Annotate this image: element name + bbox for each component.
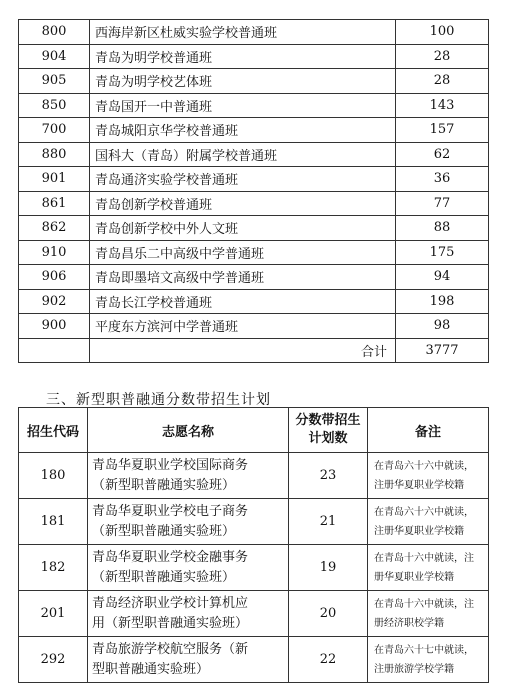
- quota-count: 94: [396, 265, 489, 290]
- school-name: 青岛创新学校中外人文班: [90, 216, 396, 241]
- table-row: [19, 44, 489, 69]
- school-quota-table: [18, 19, 489, 363]
- header-plan-line1: 分数带招生: [295, 413, 361, 428]
- school-name: 青岛创新学校普通班: [90, 191, 396, 216]
- program-name-line2: （新型职普融通实验班）: [92, 569, 236, 585]
- table-row: [19, 118, 489, 143]
- table-row: [19, 499, 489, 545]
- school-name: 青岛国开一中普通班: [90, 93, 396, 118]
- quota-count: 28: [396, 44, 489, 69]
- school-code: 904: [19, 44, 90, 69]
- header-note: 备注: [368, 408, 489, 453]
- section-title: 三、新型职普融通分数带招生计划: [46, 392, 271, 408]
- school-code: 850: [19, 93, 90, 118]
- school-code: 902: [19, 289, 90, 314]
- school-code: 800: [19, 20, 90, 45]
- program-name-line2: 型职普融通实验班）: [92, 661, 210, 677]
- total-blank-cell: [19, 338, 90, 363]
- table-row: [19, 637, 489, 683]
- remark-line1: 在青岛十六中就读，注: [374, 552, 474, 564]
- quota-count: 28: [396, 69, 489, 94]
- score-band-plan-table: [18, 407, 489, 683]
- remark-line1: 在青岛六十六中就读，: [374, 460, 474, 472]
- school-name: 国科大（青岛）附属学校普通班: [90, 142, 396, 167]
- quota-count: 36: [396, 167, 489, 192]
- remark: [368, 453, 489, 499]
- plan-count: 22: [289, 637, 368, 683]
- header-code: 招生代码: [19, 408, 88, 453]
- school-name: 西海岸新区杜威实验学校普通班: [90, 20, 396, 45]
- plan-count: 21: [289, 499, 368, 545]
- quota-count: 157: [396, 118, 489, 143]
- program-name-line1: 青岛经济职业学校计算机应: [92, 595, 249, 611]
- program-name: [88, 499, 289, 545]
- program-name-line1: 青岛华夏职业学校金融事务: [92, 549, 249, 565]
- table-row: [19, 265, 489, 290]
- table-row: [19, 545, 489, 591]
- remark-line2: 册经济职校学籍: [374, 617, 444, 629]
- school-name: 青岛昌乐二中高级中学普通班: [90, 240, 396, 265]
- program-name-line1: 青岛旅游学校航空服务（新: [92, 641, 249, 657]
- total-row: [19, 338, 489, 363]
- table-row: [19, 216, 489, 241]
- total-value: 3777: [396, 338, 489, 363]
- header-plan-line2: 计划数: [308, 431, 348, 446]
- school-code: 861: [19, 191, 90, 216]
- school-name: 青岛城阳京华学校普通班: [90, 118, 396, 143]
- header-row: [19, 408, 489, 453]
- remark-line2: 注册华夏职业学校籍: [374, 525, 464, 537]
- quota-count: 100: [396, 20, 489, 45]
- quota-count: 175: [396, 240, 489, 265]
- program-name: [88, 453, 289, 499]
- remark: [368, 637, 489, 683]
- plan-count: 19: [289, 545, 368, 591]
- program-name: [88, 545, 289, 591]
- header-name: 志愿名称: [88, 408, 289, 453]
- remark-line1: 在青岛十六中就读，注: [374, 598, 474, 610]
- school-name: 青岛为明学校艺体班: [90, 69, 396, 94]
- school-code: 910: [19, 240, 90, 265]
- school-code: 901: [19, 167, 90, 192]
- remark-line1: 在青岛六十七中就读，: [374, 644, 474, 656]
- program-code: 180: [19, 453, 88, 499]
- program-code: 292: [19, 637, 88, 683]
- quota-count: 88: [396, 216, 489, 241]
- table-row: [19, 20, 489, 45]
- quota-count: 198: [396, 289, 489, 314]
- school-code: 880: [19, 142, 90, 167]
- table-row: [19, 69, 489, 94]
- score-band-plan-table-body: [19, 453, 489, 683]
- school-code: 905: [19, 69, 90, 94]
- school-name: 平度东方滨河中学普通班: [90, 314, 396, 339]
- program-code: 182: [19, 545, 88, 591]
- school-code: 906: [19, 265, 90, 290]
- table-row: [19, 453, 489, 499]
- plan-count: 23: [289, 453, 368, 499]
- program-name-line2: （新型职普融通实验班）: [92, 477, 236, 493]
- table-row: [19, 142, 489, 167]
- remark: [368, 545, 489, 591]
- total-label: 合计: [90, 338, 396, 363]
- program-name-line2: （新型职普融通实验班）: [92, 523, 236, 539]
- plan-count: 20: [289, 591, 368, 637]
- quota-count: 98: [396, 314, 489, 339]
- program-name-line1: 青岛华夏职业学校电子商务: [92, 503, 249, 519]
- school-code: 700: [19, 118, 90, 143]
- table-row: [19, 591, 489, 637]
- school-code: 862: [19, 216, 90, 241]
- header-plan: [289, 408, 368, 453]
- quota-count: 77: [396, 191, 489, 216]
- school-code: 900: [19, 314, 90, 339]
- program-name: [88, 637, 289, 683]
- table-row: [19, 167, 489, 192]
- school-quota-table-body: [19, 20, 489, 363]
- school-name: 青岛长江学校普通班: [90, 289, 396, 314]
- school-name: 青岛为明学校普通班: [90, 44, 396, 69]
- table-row: [19, 314, 489, 339]
- remark-line2: 册华夏职业学校籍: [374, 571, 454, 583]
- table-row: [19, 240, 489, 265]
- program-name-line1: 青岛华夏职业学校国际商务: [92, 457, 249, 473]
- quota-count: 62: [396, 142, 489, 167]
- remark-line1: 在青岛六十六中就读，: [374, 506, 474, 518]
- school-name: 青岛即墨培文高级中学普通班: [90, 265, 396, 290]
- remark: [368, 591, 489, 637]
- remark-line2: 注册旅游学校学籍: [374, 663, 454, 675]
- table-row: [19, 93, 489, 118]
- school-name: 青岛通济实验学校普通班: [90, 167, 396, 192]
- program-code: 181: [19, 499, 88, 545]
- program-name: [88, 591, 289, 637]
- program-code: 201: [19, 591, 88, 637]
- table-row: [19, 289, 489, 314]
- remark: [368, 499, 489, 545]
- table-row: [19, 191, 489, 216]
- program-name-line2: 用（新型职普融通实验班）: [92, 615, 249, 631]
- quota-count: 143: [396, 93, 489, 118]
- remark-line2: 注册华夏职业学校籍: [374, 479, 464, 491]
